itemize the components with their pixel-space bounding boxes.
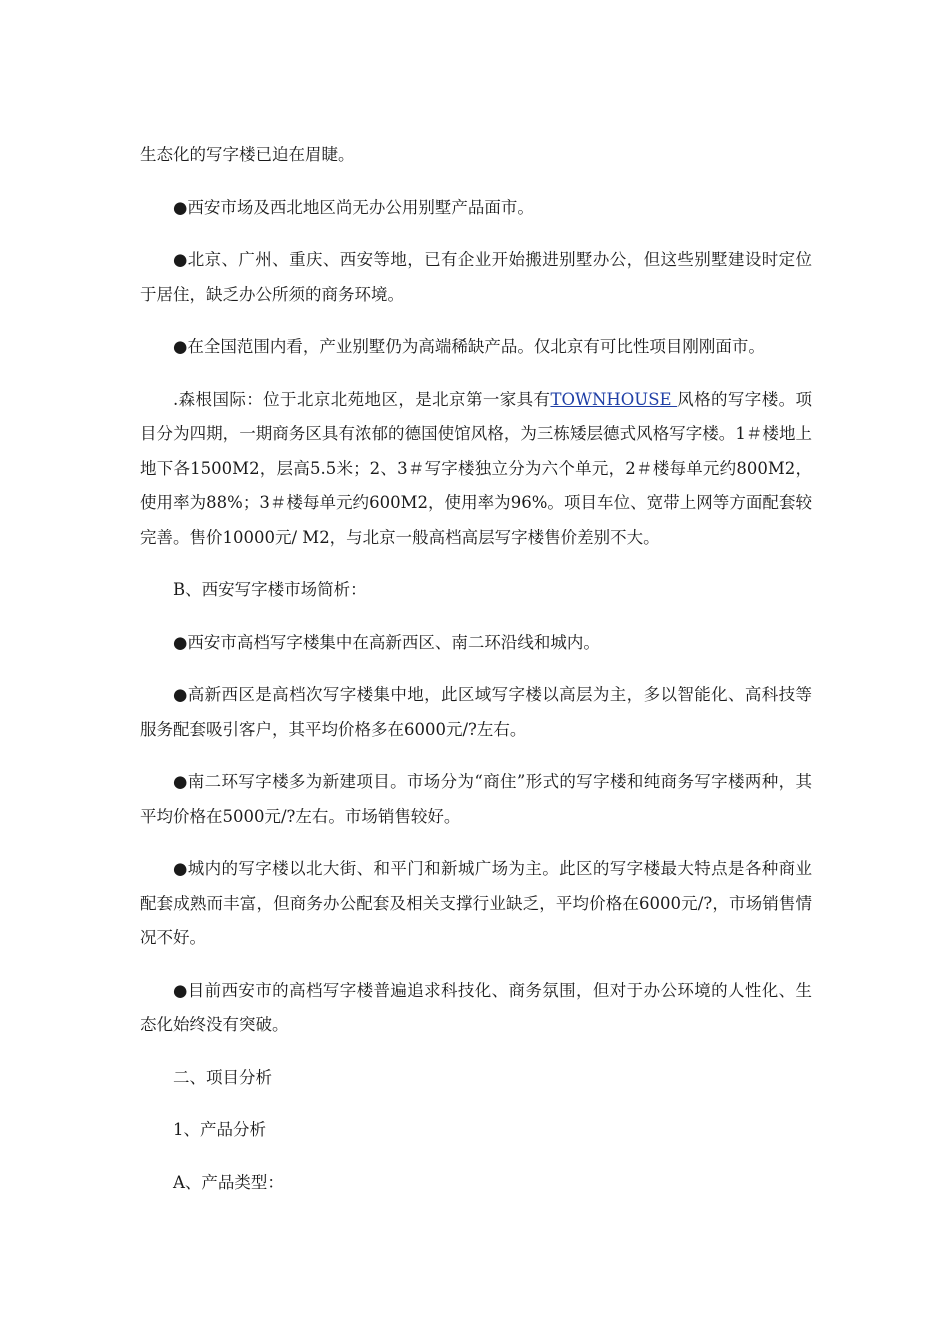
bullet-paragraph: ●高新西区是高档次写字楼集中地，此区域写字楼以高层为主，多以智能化、高科技等服务配套吸引客户，其平均价格多在6000元/?左右。 <box>140 685 812 739</box>
bullet-paragraph: ●北京、广州、重庆、西安等地，已有企业开始搬进别墅办公，但这些别墅建设时定位于居住，缺乏办公所须的商务环境。 <box>140 250 812 304</box>
paragraph: 生态化的写字楼已迫在眉睫。 <box>140 145 355 164</box>
section-heading: B、西安写字楼市场简析： <box>173 580 367 599</box>
paragraph-sengen-international <box>140 383 812 556</box>
bullet-paragraph: ●南二环写字楼多为新建项目。市场分为“商住”形式的写字楼和纯商务写字楼两种，其平均价格在5000元/?左右。市场销售较好。 <box>140 772 812 826</box>
section-heading: 1、产品分析 <box>173 1120 266 1139</box>
document-body <box>140 138 812 1218</box>
section-heading: A、产品类型： <box>173 1172 284 1192</box>
paragraph-text: 风格的写字楼。项目分为四期，一期商务区具有浓郁的德国使馆风格，为三栋矮层德式风格写字楼。1＃楼地上地下各1500M2，层高5.5米；2、3＃写字楼独立分为六个单元，2＃楼每单元约800M2，使用率为88%；3＃楼每单元约600M2，使用率为96%。项目车位、宽带上网等方面配套较完善。售价10000元/ M2，与北京一般高档高层写字楼售价差别不大。 <box>140 389 813 547</box>
section-heading: 二、项目分析 <box>173 1067 272 1087</box>
bullet-paragraph: ●城内的写字楼以北大街、和平门和新城广场为主。此区的写字楼最大特点是各种商业配套成熟而丰富，但商务办公配套及相关支撑行业缺乏，平均价格在6000元/?，市场销售情况不好。 <box>140 859 812 947</box>
townhouse-link[interactable]: TOWNHOUSE <box>550 389 678 409</box>
bullet-paragraph: ●在全国范围内看，产业别墅仍为高端稀缺产品。仅北京有可比性项目刚刚面市。 <box>173 337 765 356</box>
paragraph-text: .森根国际：位于北京北苑地区，是北京第一家具有 <box>173 389 551 409</box>
bullet-paragraph: ●西安市高档写字楼集中在高新西区、南二环沿线和城内。 <box>173 632 600 652</box>
bullet-paragraph: ●西安市场及西北地区尚无办公用别墅产品面市。 <box>173 197 534 217</box>
bullet-paragraph: ●目前西安市的高档写字楼普遍追求科技化、商务氛围，但对于办公环境的人性化、生态化始终没有突破。 <box>140 980 812 1034</box>
